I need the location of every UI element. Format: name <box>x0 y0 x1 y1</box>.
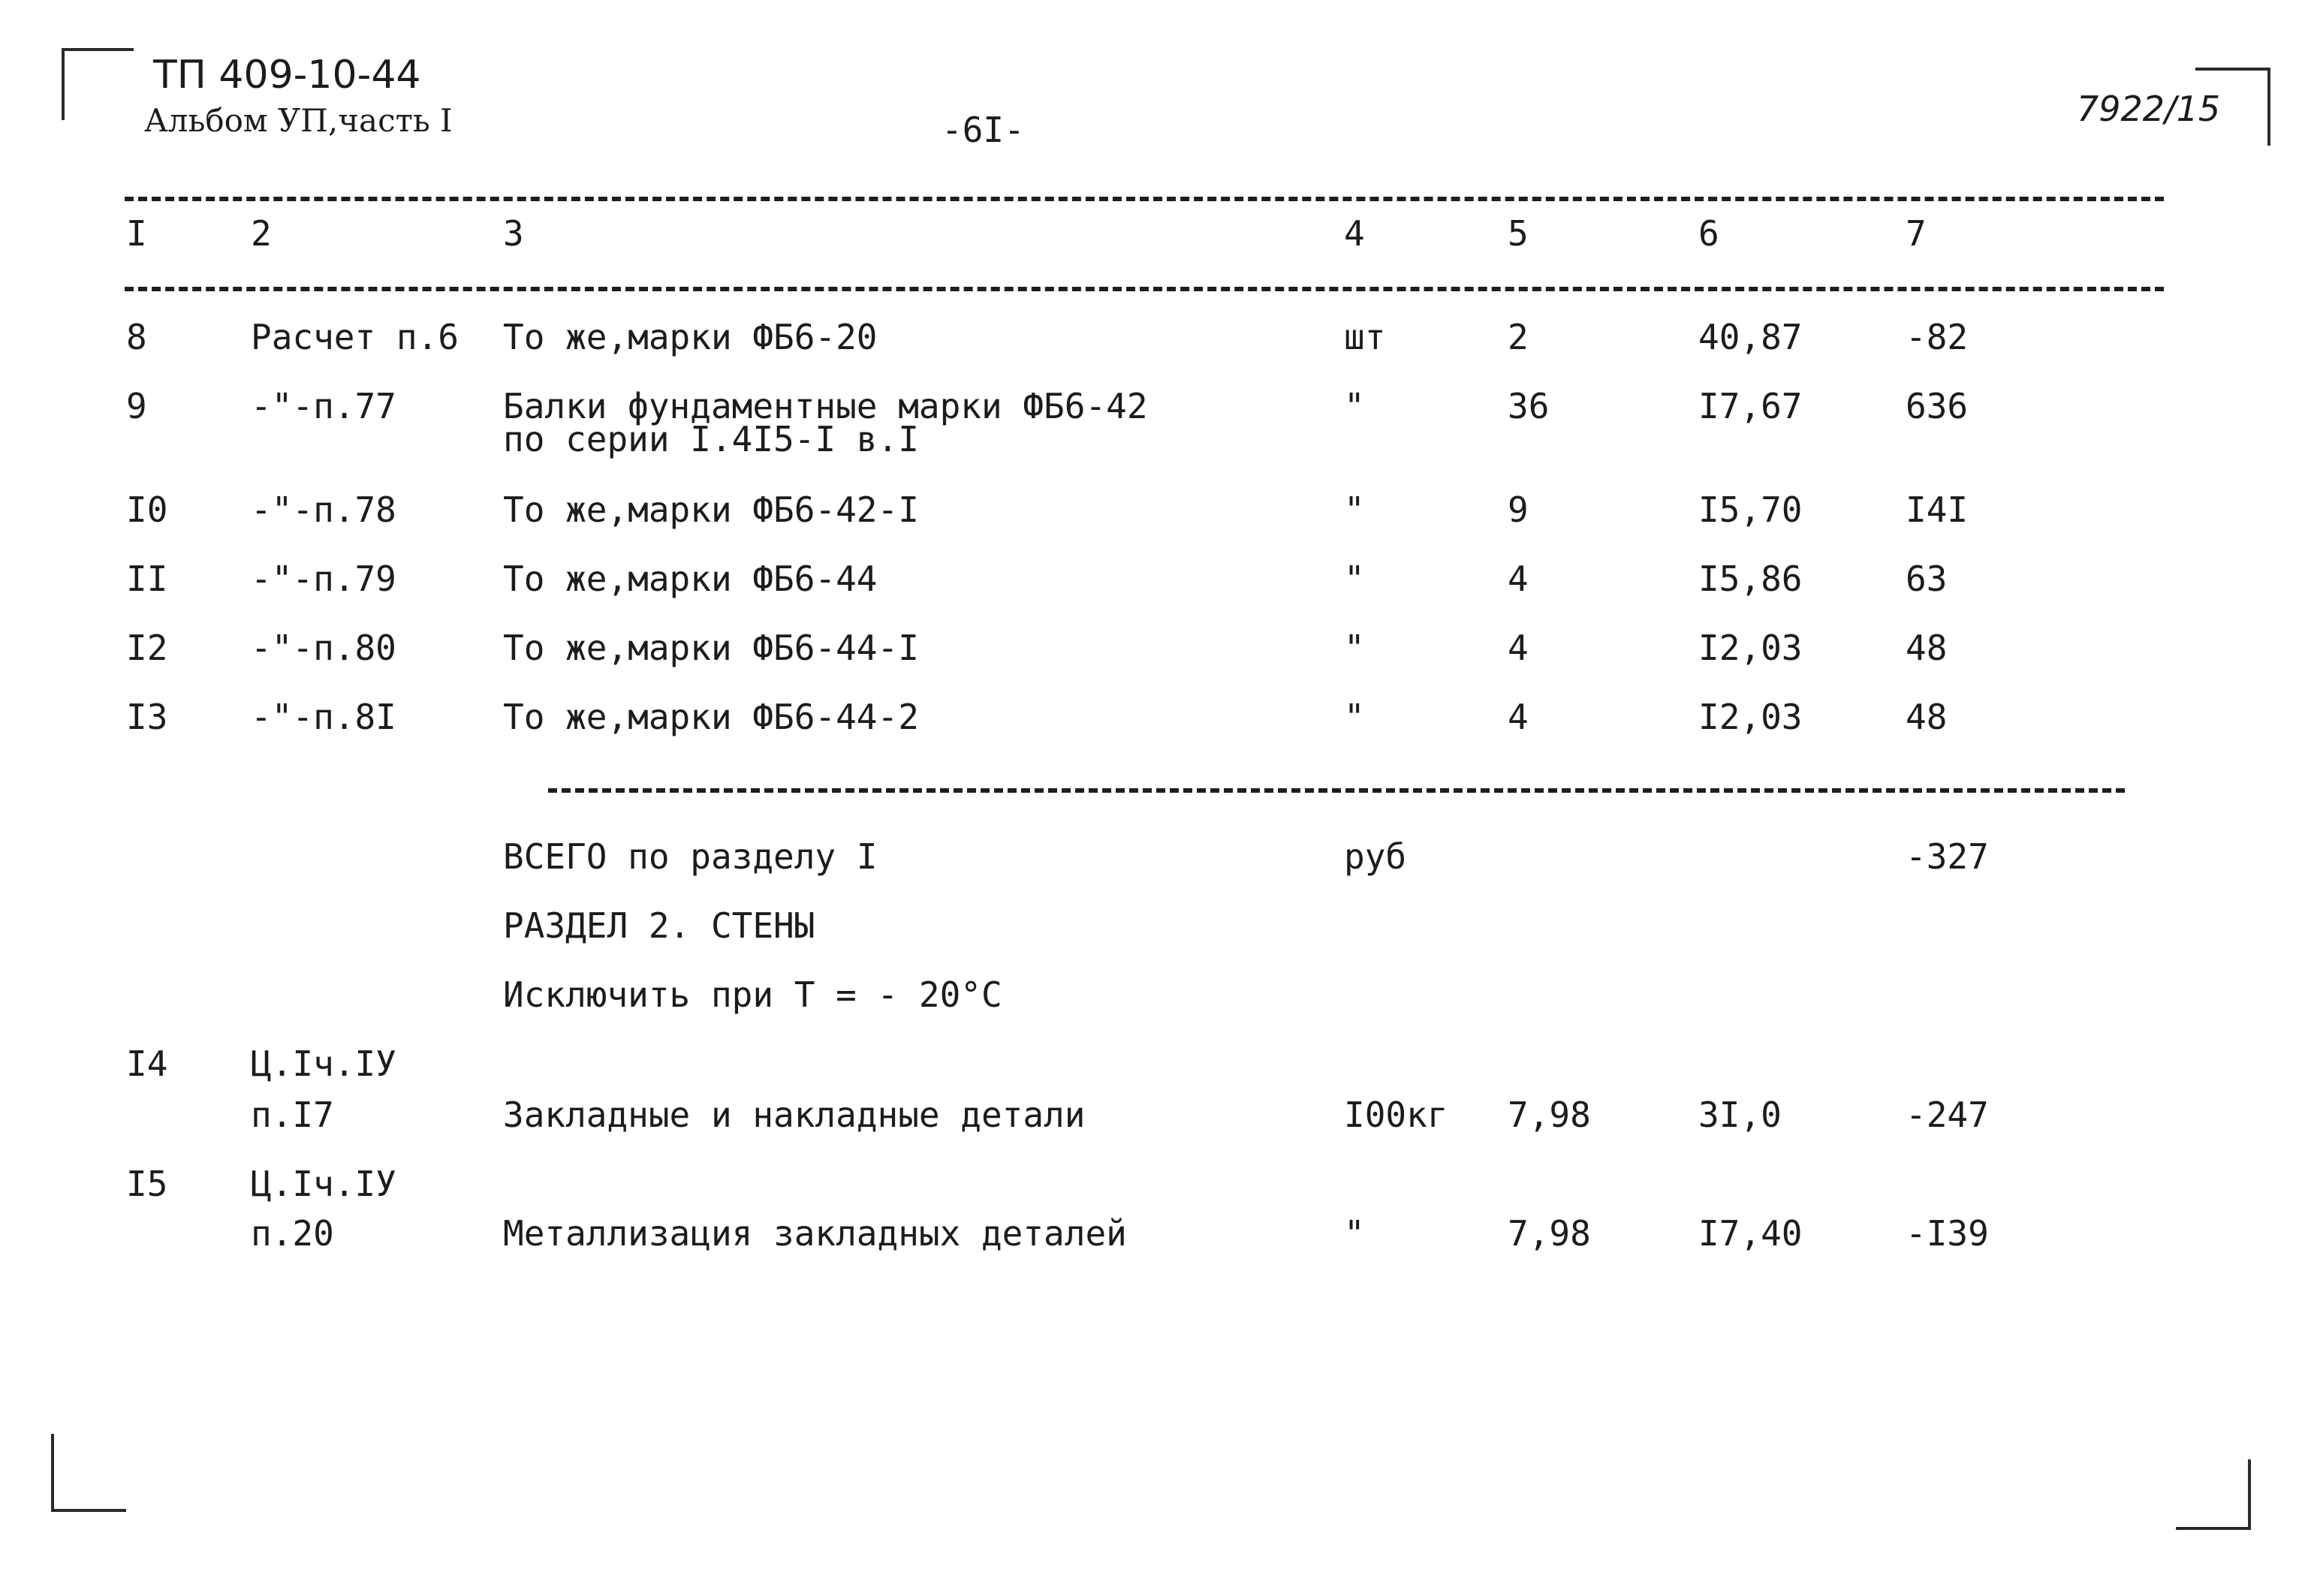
album-label: Альбом УП,часть I <box>144 102 453 139</box>
row-number: II <box>126 559 168 599</box>
crop-mark-top-left <box>62 48 134 120</box>
row-total: 63 <box>1906 559 1948 599</box>
series-code: ТП 409-10-44 <box>153 53 421 98</box>
row-reference: Расчет п.6 <box>251 317 459 357</box>
col-header-3: 3 <box>503 213 524 254</box>
row-description: То же,марки ФБ6-44 <box>503 559 878 599</box>
row-number: 8 <box>126 317 147 357</box>
row-reference: -"-п.80 <box>251 628 396 668</box>
row-total: 48 <box>1906 697 1948 737</box>
row-quantity: 7,98 <box>1508 1095 1591 1135</box>
row-description: То же,марки ФБ6-20 <box>503 317 878 357</box>
col-header-5: 5 <box>1508 213 1529 254</box>
section-2-title: РАЗДЕЛ 2. СТЕНЫ <box>503 905 815 946</box>
row-number: I3 <box>126 697 168 737</box>
row-description: Металлизация закладных деталей <box>503 1213 1127 1254</box>
row-quantity: 7,98 <box>1508 1213 1591 1254</box>
row-reference-item: п.20 <box>251 1213 334 1254</box>
row-price: I5,86 <box>1698 559 1803 599</box>
col-header-2: 2 <box>251 213 272 254</box>
row-price: 40,87 <box>1698 317 1803 357</box>
row-unit: шт <box>1344 317 1386 357</box>
row-price: I2,03 <box>1698 628 1803 668</box>
exclude-note: Исключить при Т = - 20°С <box>503 974 1002 1015</box>
row-reference: -"-п.8I <box>251 697 396 737</box>
row-reference: -"-п.77 <box>251 386 396 426</box>
row-quantity: 4 <box>1508 628 1529 668</box>
section-total-value: -327 <box>1906 836 1989 877</box>
row-reference: -"-п.79 <box>251 559 396 599</box>
row-description: То же,марки ФБ6-44-2 <box>503 697 919 737</box>
header-rule-top <box>125 197 2164 201</box>
row-unit: " <box>1344 1213 1365 1254</box>
row-description: То же,марки ФБ6-44-I <box>503 628 919 668</box>
row-price: I7,67 <box>1698 386 1803 426</box>
row-quantity: 4 <box>1508 697 1529 737</box>
page-number: -6I- <box>942 110 1025 150</box>
row-description: То же,марки ФБ6-42-I <box>503 489 919 530</box>
col-header-1: I <box>126 213 147 254</box>
row-number: 9 <box>126 386 147 426</box>
row-reference: Ц.Iч.IУ <box>251 1043 396 1084</box>
row-unit: " <box>1344 559 1365 599</box>
row-quantity: 36 <box>1508 386 1550 426</box>
row-number: I2 <box>126 628 168 668</box>
row-reference: Ц.Iч.IУ <box>251 1164 396 1204</box>
row-total: -247 <box>1906 1095 1989 1135</box>
row-unit: " <box>1344 386 1365 426</box>
row-unit: " <box>1344 628 1365 668</box>
crop-mark-bottom-right <box>2176 1459 2251 1530</box>
col-header-4: 4 <box>1344 213 1365 254</box>
row-total: 636 <box>1906 386 1969 426</box>
row-number: I5 <box>126 1164 168 1204</box>
row-unit: " <box>1344 697 1365 737</box>
row-total: -I39 <box>1906 1213 1989 1254</box>
col-header-6: 6 <box>1698 213 1719 254</box>
col-header-7: 7 <box>1906 213 1927 254</box>
row-price: I2,03 <box>1698 697 1803 737</box>
row-unit: " <box>1344 489 1365 530</box>
section-total-label: ВСЕГО по разделу I <box>503 836 878 877</box>
row-total: -82 <box>1906 317 1969 357</box>
row-number: I0 <box>126 489 168 530</box>
section-total-unit: руб <box>1344 836 1407 877</box>
row-total: 48 <box>1906 628 1948 668</box>
row-price: I7,40 <box>1698 1213 1803 1254</box>
row-reference-item: п.I7 <box>251 1095 334 1135</box>
document-number: 7922/15 <box>2077 89 2221 129</box>
row-number: I4 <box>126 1043 168 1084</box>
row-description: Закладные и накладные детали <box>503 1095 1086 1135</box>
row-unit: I00кг <box>1344 1095 1448 1135</box>
row-quantity: 4 <box>1508 559 1529 599</box>
header-rule-bottom <box>125 287 2164 291</box>
row-total: I4I <box>1906 489 1969 530</box>
row-price: 3I,0 <box>1698 1095 1782 1135</box>
subtotal-rule <box>548 788 2125 793</box>
row-description-line-2: по серии I.4I5-I в.I <box>503 419 919 459</box>
row-description: Балки фундаментные марки ФБ6-42 <box>503 386 1148 426</box>
row-reference: -"-п.78 <box>251 489 396 530</box>
crop-mark-bottom-left <box>51 1434 126 1512</box>
row-quantity: 9 <box>1508 489 1529 530</box>
row-price: I5,70 <box>1698 489 1803 530</box>
row-quantity: 2 <box>1508 317 1529 357</box>
